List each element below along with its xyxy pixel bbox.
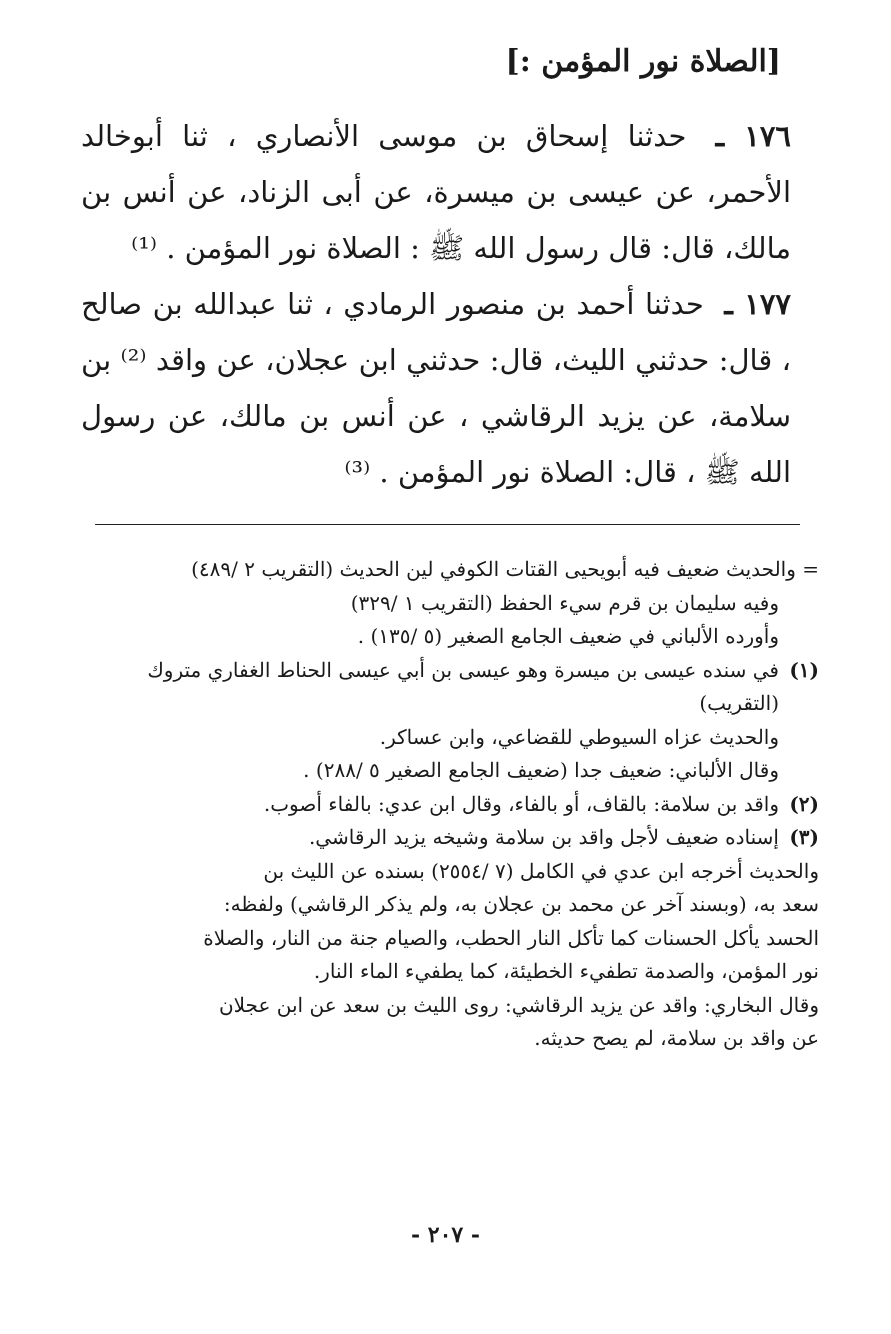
hadith-number: ١٧٦ ـ bbox=[715, 119, 791, 153]
hadith-176 bbox=[81, 108, 791, 276]
footnote-line: (التقريب) bbox=[699, 691, 779, 715]
hadith-number: ١٧٧ ـ bbox=[724, 287, 792, 321]
footnote-3 bbox=[99, 821, 819, 855]
footnote-line: وقال البخاري: واقد عن يزيد الرقاشي: روى الليث بن سعد عن ابن عجلان bbox=[218, 992, 819, 1017]
footnote-1 bbox=[99, 654, 819, 721]
footnote-line: الحسد يأكل الحسنات كما تأكل النار الحطب، والصيام جنة من النار، والصلاة bbox=[203, 925, 819, 950]
footnote-line: وقال الألباني: ضعيف جدا (ضعيف الجامع الصغير ٥ /٢٨٨) . bbox=[303, 758, 779, 782]
hadith-177 bbox=[81, 276, 791, 500]
hadith-text: حدثنا إسحاق بن موسى الأنصاري ، ثنا أبوخالد الأحمر، عن عيسى بن ميسرة، عن أبى الزناد، عن أنس بن مالك، قال: قال رسول الله ﷺ : الصلاة نور المؤمن . ⁽¹⁾ bbox=[81, 119, 791, 265]
footnote-number: (٢) bbox=[789, 791, 819, 816]
footnote-number: (١) bbox=[789, 657, 819, 682]
footnote-line: في سنده عيسى بن ميسرة وهو عيسى بن أبي عيسى الحناط الغفاري متروك bbox=[147, 657, 779, 682]
footnote-line: والحديث أخرجه ابن عدي في الكامل (٧ /٢٥٥٤) بسنده عن الليث بن bbox=[263, 858, 819, 883]
hadith-text: حدثنا أحمد بن منصور الرمادي ، ثنا عبدالله بن صالح ، قال: حدثني الليث، قال: حدثني ابن عجلان، عن واقد ⁽²⁾ بن سلامة، عن يزيد الرقاشي ، عن أنس بن مالك، عن رسول الله ﷺ ، قال: الصلاة نور المؤمن . ⁽³⁾ bbox=[81, 287, 791, 489]
footnote-line: واقد بن سلامة: بالقاف، أو بالفاء، وقال ابن عدي: بالفاء أصوب. bbox=[263, 791, 779, 816]
footnote-line: نور المؤمن، والصدمة تطفيء الخطيئة، كما يطفيء الماء النار. bbox=[313, 959, 819, 983]
footnote-continuation-line: وفيه سليمان بن قرم سيء الحفظ (التقريب ١ /٣٢٩) bbox=[350, 590, 779, 615]
footnote-line: والحديث عزاه السيوطي للقضاعي، وابن عساكر. bbox=[379, 724, 779, 749]
chapter-title: [الصلاة نور المؤمن :] bbox=[505, 44, 781, 79]
footnotes bbox=[99, 553, 819, 1056]
footnote-line: إسناده ضعيف لأجل واقد بن سلامة وشيخه يزيد الرقاشي. bbox=[308, 825, 779, 849]
footnote-continuation-line: = والحديث ضعيف فيه أبويحيى القتات الكوفي لين الحديث (التقريب ٢ /٤٨٩) bbox=[191, 557, 819, 581]
footnote-line: سعد به، (وبسند آخر عن محمد بن عجلان به، ولم يذكر الرقاشي) ولفظه: bbox=[223, 892, 819, 916]
footnote-continuation-line: وأورده الألباني في ضعيف الجامع الصغير (٥ /١٣٥) . bbox=[357, 624, 779, 648]
footnote-line: عن واقد بن سلامة، لم يصح حديثه. bbox=[534, 1026, 819, 1050]
footnote-2 bbox=[99, 788, 819, 822]
footnote-divider bbox=[95, 524, 800, 525]
footnote-number: (٣) bbox=[789, 825, 819, 849]
page-number: - ٢٠٧ - bbox=[410, 1222, 481, 1248]
